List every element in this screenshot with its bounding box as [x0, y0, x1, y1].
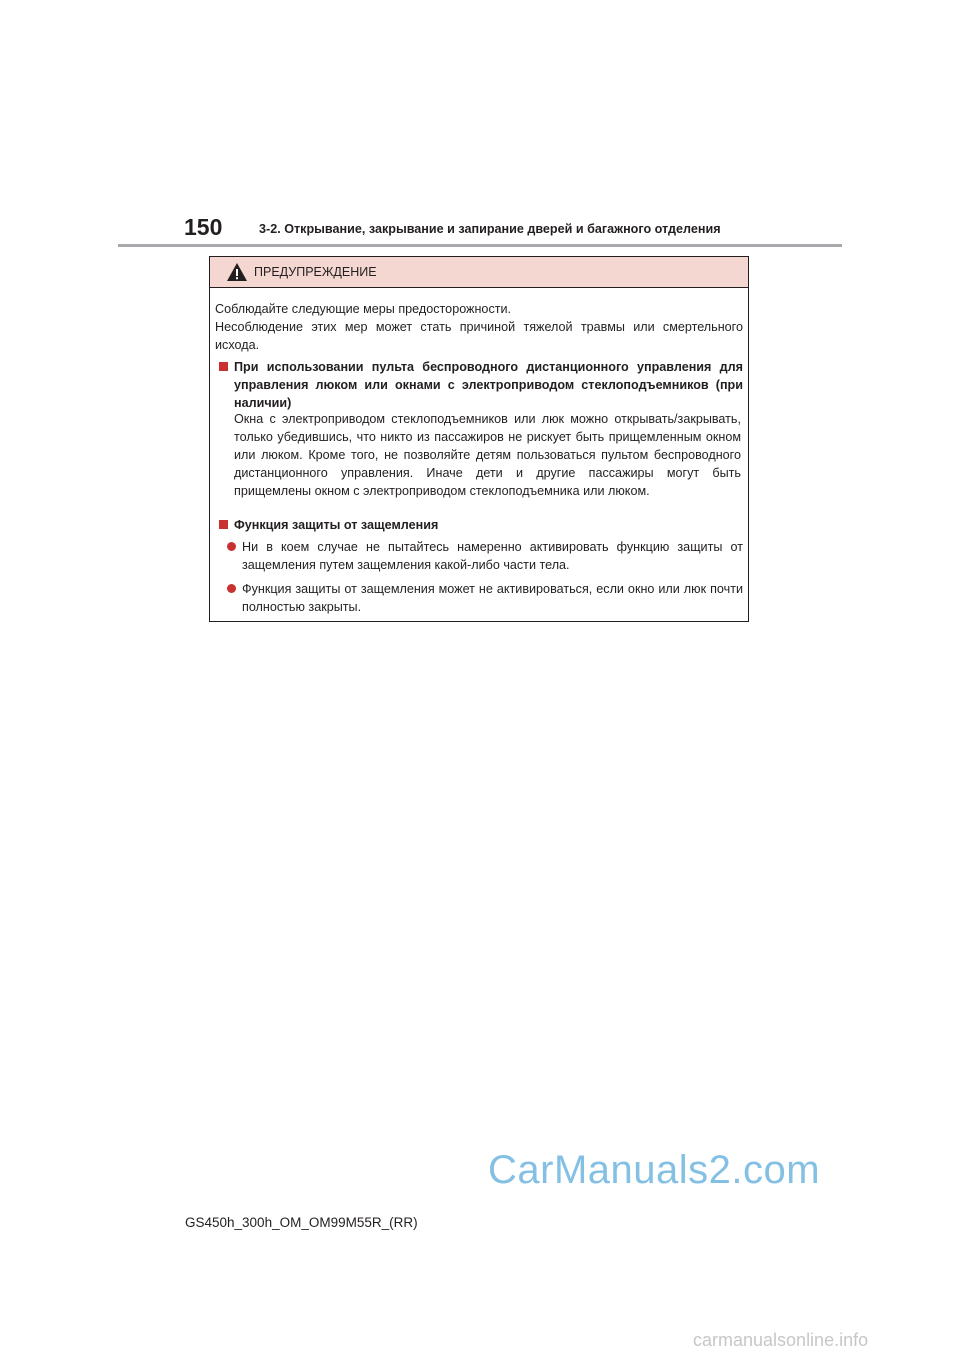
round-bullet-icon: [227, 584, 236, 593]
section1-heading: [215, 358, 743, 412]
watermark-site: carmanualsonline.info: [693, 1330, 869, 1350]
page-number: 150: [184, 214, 223, 240]
footer-doc-code: GS450h_300h_OM_OM99M55R_(RR): [185, 1215, 418, 1230]
header-divider: [118, 244, 842, 247]
warning-intro-line2: Несоблюдение этих мер может стать причиной тяжелой травмы или смертельного исхода.: [215, 320, 743, 352]
list-item: [234, 538, 743, 574]
list-item: [234, 580, 743, 616]
list-item-text: Ни в коем случае не пытайтесь намеренно активировать функцию защиты от защемления путем защемления какой-либо части тела.: [242, 540, 743, 572]
warning-box: [209, 256, 749, 622]
warning-intro-line1: Соблюдайте следующие меры предосторожности.: [215, 302, 512, 316]
warning-title: ПРЕДУПРЕЖДЕНИЕ: [254, 265, 377, 279]
section-title: 3-2. Открывание, закрывание и запирание дверей и багажного отделения: [259, 222, 721, 236]
round-bullet-icon: [227, 542, 236, 551]
section2-heading-text: Функция защиты от защемления: [234, 518, 439, 532]
section1-heading-text: При использовании пульта беспроводного дистанционного управления для управления люком или окнами с электроприводом стеклоподъемников (при наличии): [234, 360, 743, 410]
square-bullet-icon: [219, 520, 228, 529]
warning-triangle-icon: [226, 262, 248, 282]
section1-text: Окна с электроприводом стеклоподъемников или люк можно открывать/закрывать, только убедившись, что никто из пассажиров не рискует быть прищемленным окном или люком. Кроме того, не позволяйте детям пользоваться пультом беспроводного дистанционного управления. Иначе дети и другие пассажиры могут быть прищемлены окном с электроприводом стеклоподъемника или люком.: [234, 412, 741, 498]
list-item-text: Функция защиты от защемления может не активироваться, если окно или люк почти полностью закрыты.: [242, 582, 743, 614]
watermark-logo: CarManuals2.com: [488, 1148, 821, 1192]
section2-heading: [215, 516, 743, 534]
square-bullet-icon: [219, 362, 228, 371]
warning-header: [210, 257, 748, 288]
